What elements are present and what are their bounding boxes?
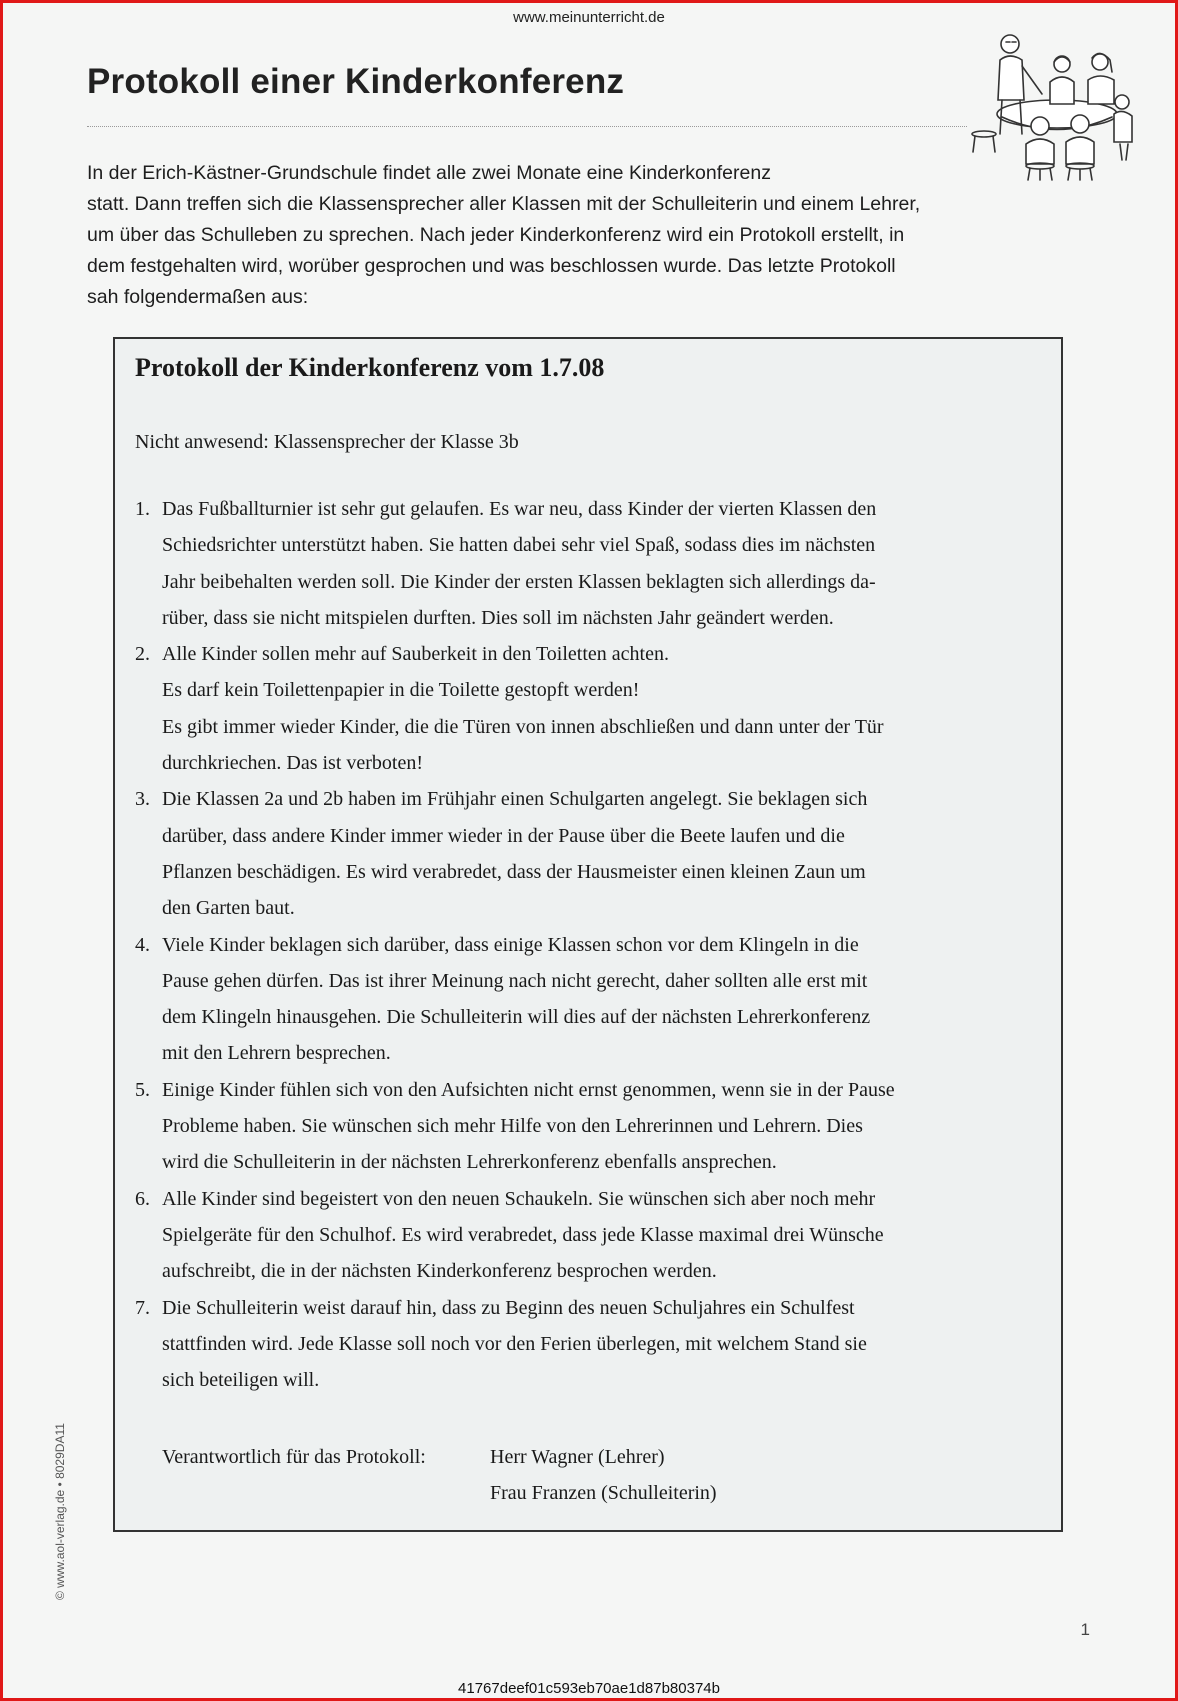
item-line: Die Klassen 2a und 2b haben im Frühjahr einen Schulgarten angelegt. Sie beklagen sich xyxy=(162,788,868,811)
item-number: 4. xyxy=(135,933,150,956)
protocol-title: Protokoll der Kinderkonferenz vom 1.7.08 xyxy=(135,353,605,382)
item-number: 1. xyxy=(135,498,150,520)
protocol-item-5 xyxy=(135,1072,1060,1181)
page-title: Protokoll einer Kinderkonferenz xyxy=(87,62,625,101)
item-line: Pflanzen beschädigen. Es wird verabredet, dass der Hausmeister einen kleinen Zaun um xyxy=(162,860,866,883)
item-line: Das Fußballturnier ist sehr gut gelaufen. Es war neu, dass Kinder der vierten Klassen den xyxy=(162,498,877,520)
item-line: mit den Lehrern besprechen. xyxy=(162,1042,391,1065)
protocol-item-1 xyxy=(135,491,1060,636)
protocol-item-3 xyxy=(135,781,1060,926)
item-line: Schiedsrichter unterstützt haben. Sie hatten dabei sehr viel Spaß, sodass dies im nächsten xyxy=(162,534,876,557)
protocol-items xyxy=(135,491,1060,1398)
item-line: Spielgeräte für den Schulhof. Es wird verabredet, dass jede Klasse maximal drei Wünsche xyxy=(162,1223,884,1246)
responsible-name: Herr Wagner (Lehrer) xyxy=(490,1446,665,1468)
children-conference-illustration xyxy=(962,22,1142,182)
protocol-item-4 xyxy=(135,927,1060,1072)
intro-text xyxy=(87,158,920,313)
item-line: durchkriechen. Das ist verboten! xyxy=(162,752,424,775)
item-line: sich beteiligen will. xyxy=(162,1369,320,1392)
item-line: Die Schulleiterin weist darauf hin, dass zu Beginn des neuen Schuljahres ein Schulfest xyxy=(162,1296,855,1319)
item-line: Es gibt immer wieder Kinder, die die Türen von innen abschließen und dann unter der Tür xyxy=(162,715,884,738)
site-url[interactable]: www.meinunterricht.de xyxy=(513,9,665,26)
absent-note: Nicht anwesend: Klassensprecher der Klasse 3b xyxy=(135,431,519,453)
protocol-item-7 xyxy=(135,1290,1060,1399)
item-line: Jahr beibehalten werden soll. Die Kinder der ersten Klassen beklagten sich allerdings da- xyxy=(162,570,876,593)
item-number: 3. xyxy=(135,788,150,811)
intro-line: statt. Dann treffen sich die Klassensprecher aller Klassen mit der Schulleiterin und einem Lehrer, xyxy=(87,193,921,215)
publisher-credit: © www.aol-verlag.de • 8029DA11 xyxy=(53,1423,67,1600)
item-line: dem Klingeln hinausgehen. Die Schulleiterin will dies auf der nächsten Lehrerkonferenz xyxy=(162,1006,871,1029)
item-line: wird die Schulleiterin in der nächsten Lehrerkonferenz ebenfalls ansprechen. xyxy=(162,1151,777,1174)
item-line: rüber, dass sie nicht mitspielen durften. Dies soll im nächsten Jahr geändert werden. xyxy=(162,606,834,629)
item-number: 2. xyxy=(135,643,150,666)
document-id: 41767deef01c593eb70ae1d87b80374b xyxy=(458,1680,720,1697)
protocol-item-6 xyxy=(135,1181,1060,1290)
title-divider xyxy=(87,126,967,127)
item-number: 7. xyxy=(135,1296,150,1319)
item-line: Pause gehen dürfen. Das ist ihrer Meinung nach nicht gerecht, daher sollten alle erst mit xyxy=(162,969,868,992)
protocol-item-2 xyxy=(135,636,1060,781)
item-line: Alle Kinder sollen mehr auf Sauberkeit in den Toiletten achten. xyxy=(162,643,669,666)
item-line: Probleme haben. Sie wünschen sich mehr Hilfe von den Lehrerinnen und Lehrern. Dies xyxy=(162,1115,863,1138)
item-line: Es darf kein Toilettenpapier in die Toilette gestopft werden! xyxy=(162,679,640,702)
item-line: Alle Kinder sind begeistert von den neuen Schaukeln. Sie wünschen sich aber noch mehr xyxy=(162,1187,876,1210)
item-line: Viele Kinder beklagen sich darüber, dass einige Klassen schon vor dem Klingeln in die xyxy=(162,933,859,956)
intro-line: dem festgehalten wird, worüber gesprochen und was beschlossen wurde. Das letzte Protokoll xyxy=(87,255,896,277)
item-line: darüber, dass andere Kinder immer wieder in der Pause über die Beete laufen und die xyxy=(162,824,845,847)
responsible-name: Frau Franzen (Schulleiterin) xyxy=(490,1482,717,1504)
item-line: den Garten baut. xyxy=(162,897,295,920)
item-number: 5. xyxy=(135,1078,150,1101)
responsible-names xyxy=(490,1439,717,1511)
intro-line: um über das Schulleben zu sprechen. Nach jeder Kinderkonferenz wird ein Protokoll erstellt, in xyxy=(87,224,905,246)
item-line: aufschreibt, die in der nächsten Kinderkonferenz besprochen werden. xyxy=(162,1260,717,1283)
responsible-label: Verantwortlich für das Protokoll: xyxy=(162,1446,426,1468)
item-line: Einige Kinder fühlen sich von den Aufsichten nicht ernst genommen, wenn sie in der Pause xyxy=(162,1078,895,1101)
protocol-box xyxy=(113,337,1063,1532)
item-number: 6. xyxy=(135,1187,150,1210)
item-line: stattfinden wird. Jede Klasse soll noch vor den Ferien überlegen, mit welchem Stand sie xyxy=(162,1332,867,1355)
intro-line: sah folgendermaßen aus: xyxy=(87,286,309,308)
intro-line: In der Erich-Kästner-Grundschule findet alle zwei Monate eine Kinderkonferenz xyxy=(87,162,771,184)
page-number: 1 xyxy=(1080,1620,1090,1639)
